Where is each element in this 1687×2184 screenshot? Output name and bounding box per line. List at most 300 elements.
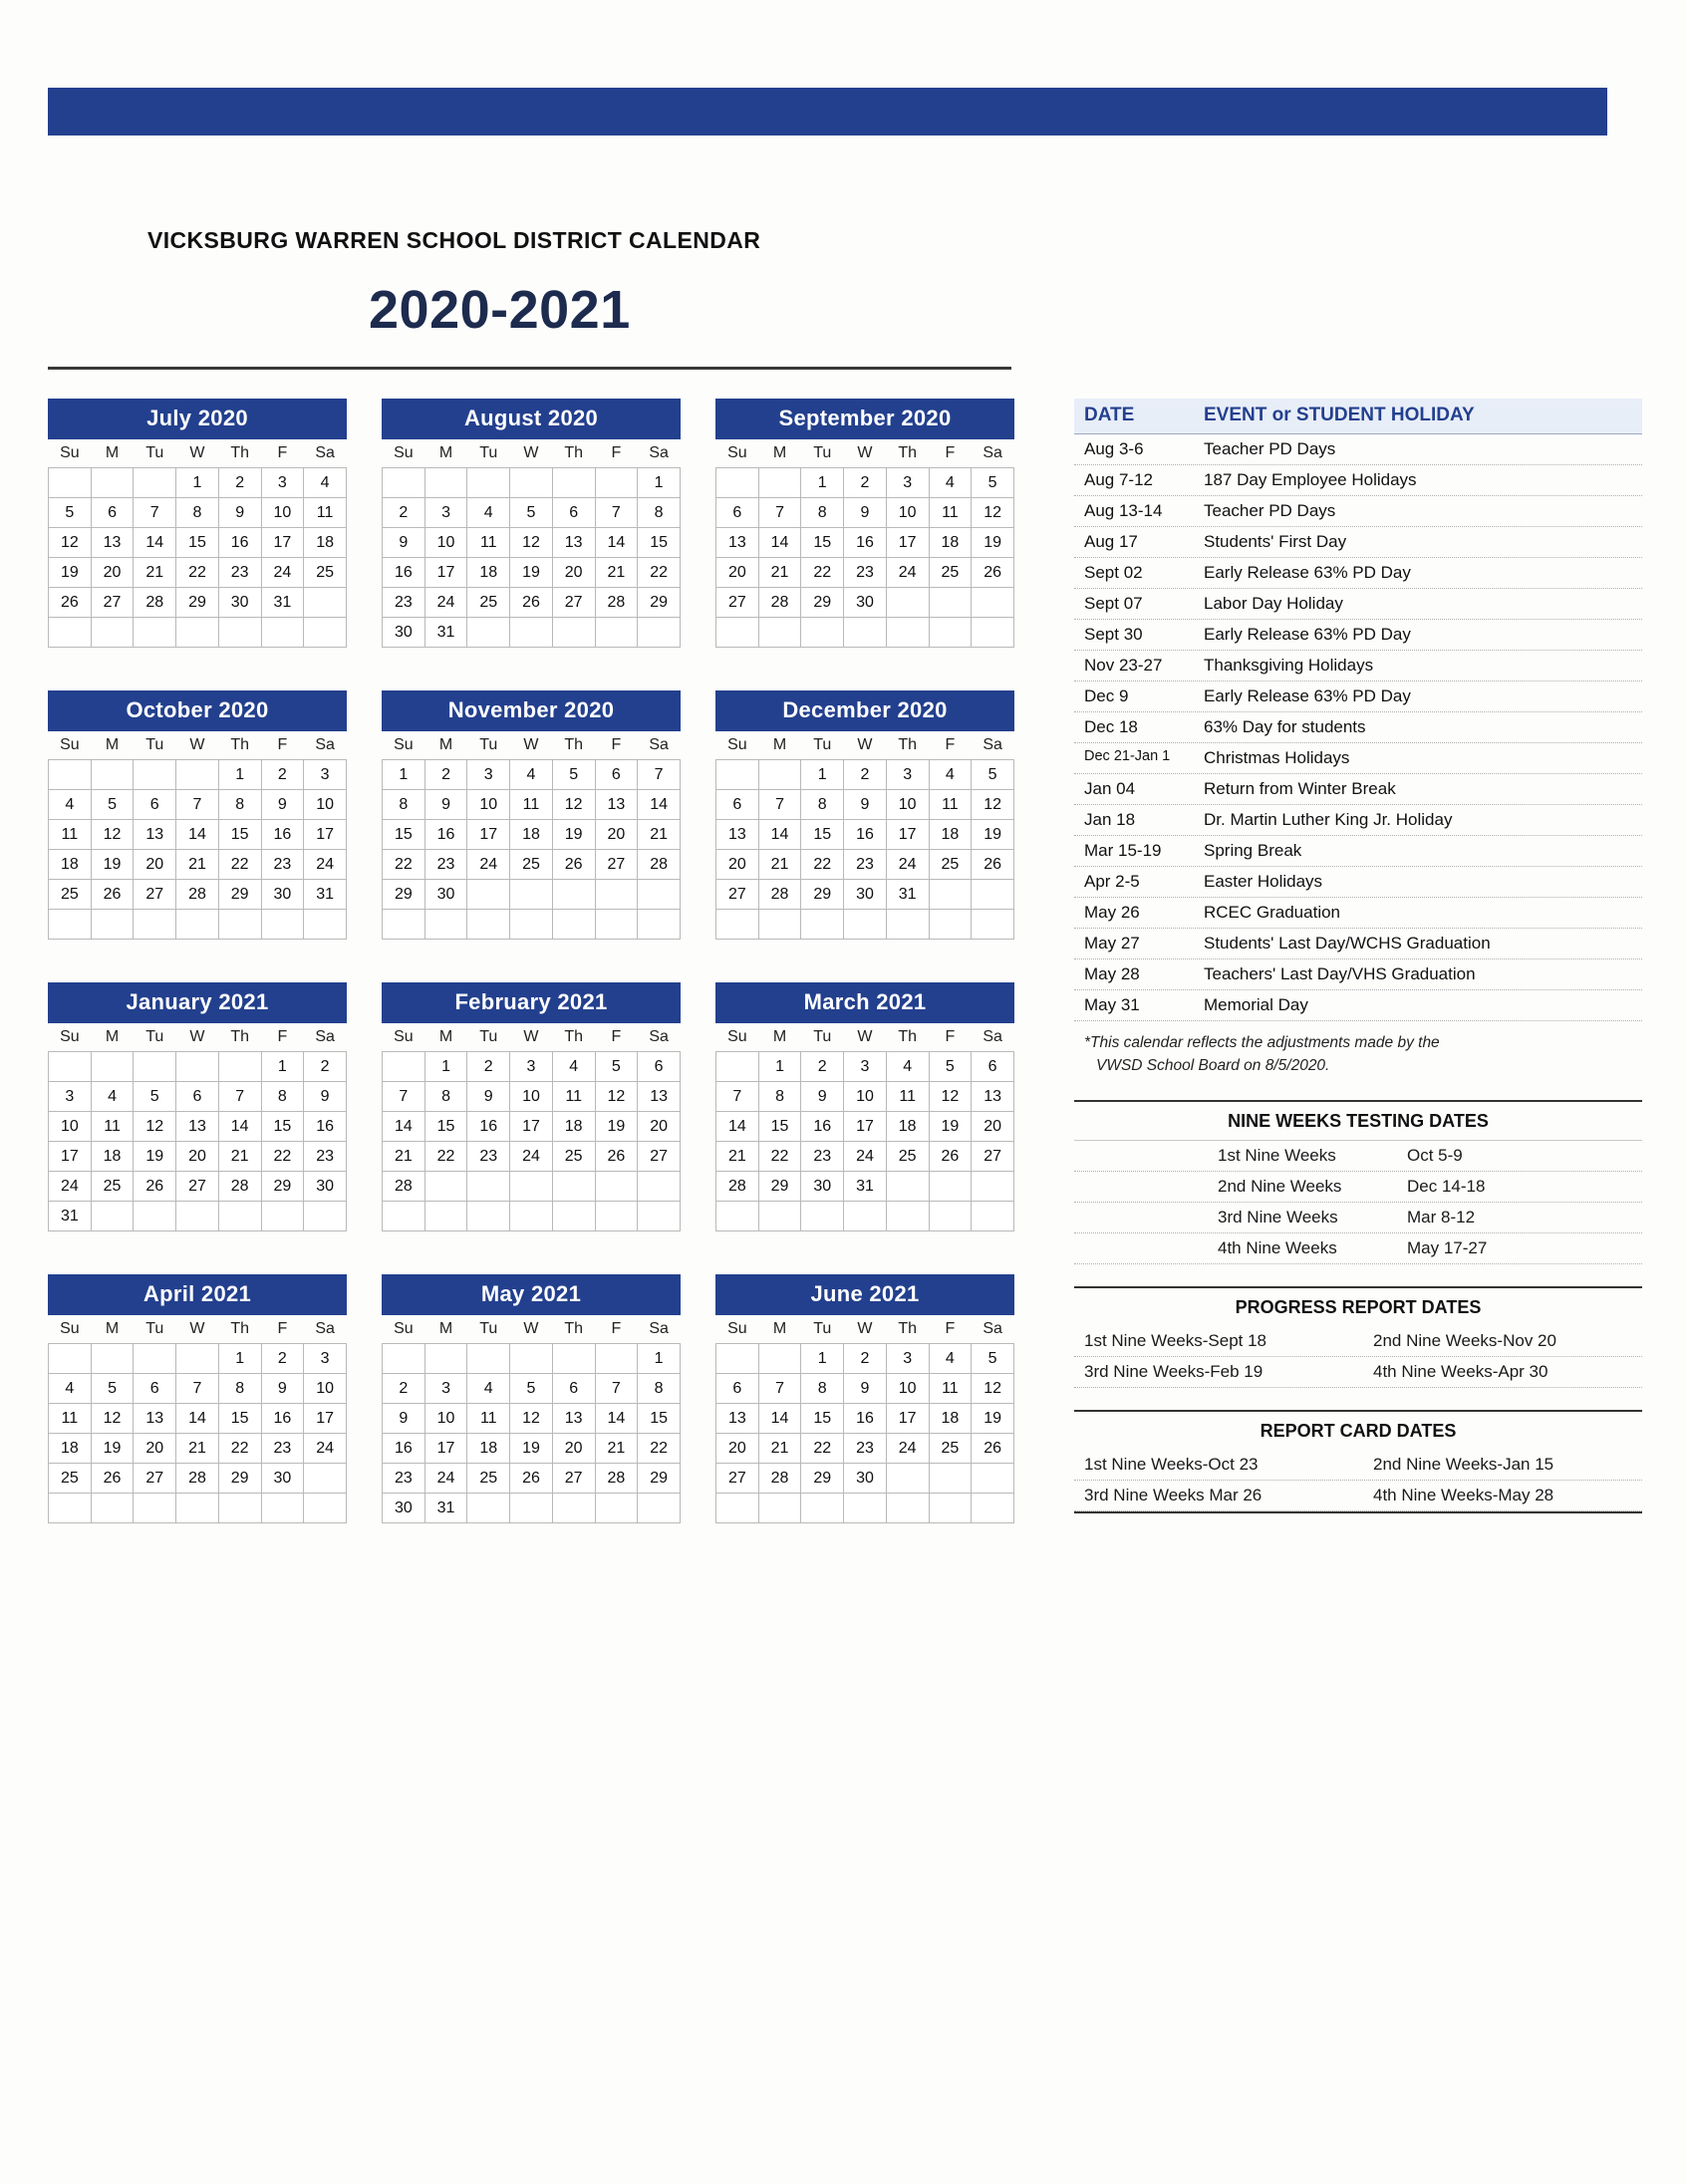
- testing-label: 3rd Nine Weeks: [1218, 1207, 1338, 1227]
- month-june-2021: [715, 1274, 1014, 1523]
- day-cell: 24: [510, 1142, 553, 1172]
- day-cell: [595, 880, 638, 910]
- day-cell: [972, 1202, 1014, 1231]
- month-february-2021: [382, 982, 681, 1231]
- event-description: Memorial Day: [1204, 995, 1308, 1014]
- day-cell: 14: [638, 790, 681, 820]
- day-cell: 16: [424, 820, 467, 850]
- day-cell: [716, 1202, 759, 1231]
- day-cell: 30: [304, 1172, 347, 1202]
- day-cell: 24: [304, 1434, 347, 1464]
- day-cell: 28: [134, 588, 176, 618]
- week-row: [49, 790, 347, 820]
- day-cell: [510, 468, 553, 498]
- day-cell: 25: [929, 850, 972, 880]
- day-cell: 18: [929, 1404, 972, 1434]
- month-title: July 2020: [48, 399, 347, 439]
- event-description: 63% Day for students: [1204, 717, 1366, 736]
- month-table: [382, 1315, 681, 1523]
- day-cell: 12: [134, 1112, 176, 1142]
- week-row: [383, 1172, 681, 1202]
- day-cell: 22: [424, 1142, 467, 1172]
- day-cell: 15: [638, 1404, 681, 1434]
- day-cell: 14: [218, 1112, 261, 1142]
- weekday-f: F: [277, 444, 288, 461]
- week-row: [383, 1494, 681, 1523]
- day-cell: 15: [801, 1404, 844, 1434]
- day-cell: 15: [218, 1404, 261, 1434]
- day-cell: [134, 910, 176, 940]
- day-cell: 8: [638, 498, 681, 528]
- weekday-f: F: [945, 736, 956, 753]
- weekday-m: M: [772, 1028, 787, 1045]
- day-cell: 13: [176, 1112, 219, 1142]
- day-cell: 7: [383, 1082, 425, 1112]
- day-cell: 19: [510, 1434, 553, 1464]
- day-cell: 31: [261, 588, 304, 618]
- day-cell: [176, 1202, 219, 1231]
- day-cell: 1: [801, 1344, 844, 1374]
- day-cell: 25: [49, 880, 92, 910]
- weekday-f: F: [277, 736, 288, 753]
- day-cell: 30: [424, 880, 467, 910]
- day-cell: [383, 1052, 425, 1082]
- day-cell: [929, 1172, 972, 1202]
- day-cell: 24: [886, 1434, 929, 1464]
- day-cell: [886, 1202, 929, 1231]
- day-cell: 27: [972, 1142, 1014, 1172]
- month-table: [382, 1023, 681, 1231]
- day-cell: 28: [595, 1464, 638, 1494]
- day-cell: 20: [716, 1434, 759, 1464]
- weekday-m: M: [438, 1320, 453, 1337]
- day-cell: 6: [716, 498, 759, 528]
- day-cell: 3: [844, 1052, 887, 1082]
- week-row: [49, 1082, 347, 1112]
- day-cell: 10: [261, 498, 304, 528]
- event-row: [1074, 929, 1642, 959]
- day-cell: 19: [552, 820, 595, 850]
- day-cell: 4: [886, 1052, 929, 1082]
- day-cell: 4: [929, 760, 972, 790]
- event-date: Dec 21-Jan 1: [1084, 748, 1171, 764]
- day-cell: 10: [844, 1082, 887, 1112]
- weekday-w: W: [857, 1320, 873, 1337]
- weekday-f: F: [611, 1320, 622, 1337]
- week-row: [716, 528, 1014, 558]
- day-cell: 24: [844, 1142, 887, 1172]
- event-date: Jan 04: [1084, 779, 1136, 798]
- day-cell: 7: [176, 1374, 219, 1404]
- week-row: [716, 1464, 1014, 1494]
- week-row: [49, 618, 347, 648]
- day-cell: [552, 1344, 595, 1374]
- day-cell: 15: [176, 528, 219, 558]
- weekday-th: Th: [564, 736, 583, 753]
- day-cell: 28: [176, 1464, 219, 1494]
- day-cell: [91, 1344, 134, 1374]
- day-cell: [886, 1464, 929, 1494]
- day-cell: 12: [972, 498, 1014, 528]
- week-row: [49, 498, 347, 528]
- day-cell: 21: [383, 1142, 425, 1172]
- week-row: [49, 1404, 347, 1434]
- progress-left: 1st Nine Weeks-Sept 18: [1084, 1330, 1266, 1350]
- day-cell: [595, 1202, 638, 1231]
- month-table: [382, 439, 681, 648]
- day-cell: 14: [134, 528, 176, 558]
- day-cell: 4: [304, 468, 347, 498]
- day-cell: [758, 468, 801, 498]
- day-cell: 1: [261, 1052, 304, 1082]
- day-cell: 3: [886, 1344, 929, 1374]
- day-cell: 17: [49, 1142, 92, 1172]
- event-row: [1074, 434, 1642, 465]
- month-title: January 2021: [48, 982, 347, 1023]
- testing-label: 2nd Nine Weeks: [1218, 1176, 1342, 1196]
- weekday-th: Th: [564, 444, 583, 461]
- event-date: Aug 7-12: [1084, 470, 1153, 489]
- week-row: [716, 1494, 1014, 1523]
- day-cell: 10: [510, 1082, 553, 1112]
- day-cell: [929, 1494, 972, 1523]
- day-cell: [638, 1494, 681, 1523]
- day-cell: 18: [49, 850, 92, 880]
- week-row: [716, 1434, 1014, 1464]
- day-cell: [638, 880, 681, 910]
- weekday-su: Su: [394, 1320, 414, 1337]
- day-cell: [716, 468, 759, 498]
- weekday-tu: Tu: [479, 444, 498, 461]
- day-cell: 28: [176, 880, 219, 910]
- event-date: May 31: [1084, 995, 1140, 1014]
- day-cell: 23: [261, 1434, 304, 1464]
- event-row: [1074, 527, 1642, 558]
- weekday-m: M: [105, 1320, 120, 1337]
- weekday-sa: Sa: [983, 1320, 1002, 1337]
- day-cell: 3: [886, 760, 929, 790]
- month-title: August 2020: [382, 399, 681, 439]
- report-card-row: [1074, 1450, 1642, 1481]
- day-cell: 7: [595, 498, 638, 528]
- day-cell: 27: [716, 880, 759, 910]
- day-cell: 6: [716, 1374, 759, 1404]
- report-card-title: REPORT CARD DATES: [1260, 1420, 1457, 1441]
- day-cell: 29: [638, 1464, 681, 1494]
- day-cell: 24: [467, 850, 510, 880]
- week-row: [716, 558, 1014, 588]
- event-description: Labor Day Holiday: [1204, 594, 1343, 613]
- event-date: Sept 30: [1084, 625, 1143, 644]
- week-row: [49, 1112, 347, 1142]
- day-cell: 11: [49, 820, 92, 850]
- weekday-th: Th: [230, 444, 249, 461]
- day-cell: 21: [758, 558, 801, 588]
- day-cell: 27: [134, 880, 176, 910]
- day-cell: [595, 1172, 638, 1202]
- weekday-su: Su: [727, 1320, 747, 1337]
- day-cell: 17: [424, 558, 467, 588]
- weekday-w: W: [189, 444, 205, 461]
- week-row: [49, 468, 347, 498]
- weekday-tu: Tu: [479, 736, 498, 753]
- event-date: Aug 3-6: [1084, 439, 1144, 458]
- testing-value: Dec 14-18: [1407, 1176, 1486, 1196]
- day-cell: 14: [595, 528, 638, 558]
- day-cell: 15: [261, 1112, 304, 1142]
- day-cell: [467, 910, 510, 940]
- day-cell: 21: [176, 850, 219, 880]
- day-cell: 31: [49, 1202, 92, 1231]
- day-cell: 29: [801, 1464, 844, 1494]
- day-cell: 30: [801, 1172, 844, 1202]
- day-cell: 15: [383, 820, 425, 850]
- day-cell: 4: [929, 1344, 972, 1374]
- day-cell: 11: [929, 498, 972, 528]
- weekday-tu: Tu: [813, 1028, 832, 1045]
- day-cell: 27: [134, 1464, 176, 1494]
- day-cell: 9: [844, 790, 887, 820]
- progress-row: [1074, 1357, 1642, 1388]
- day-cell: [304, 1494, 347, 1523]
- day-cell: 12: [510, 1404, 553, 1434]
- week-row: [49, 1052, 347, 1082]
- event-row: [1074, 743, 1642, 774]
- week-row: [716, 760, 1014, 790]
- week-row: [49, 558, 347, 588]
- month-title: March 2021: [715, 982, 1014, 1023]
- day-cell: 26: [510, 1464, 553, 1494]
- week-row: [383, 1082, 681, 1112]
- day-cell: [716, 1494, 759, 1523]
- event-date: Mar 15-19: [1084, 841, 1162, 860]
- day-cell: 13: [716, 528, 759, 558]
- day-cell: 4: [467, 1374, 510, 1404]
- month-december-2020: [715, 690, 1014, 940]
- month-title: September 2020: [715, 399, 1014, 439]
- day-cell: [844, 618, 887, 648]
- day-cell: 19: [91, 850, 134, 880]
- weekday-su: Su: [727, 736, 747, 753]
- weekday-tu: Tu: [813, 1320, 832, 1337]
- event-date: Jan 18: [1084, 810, 1136, 829]
- day-cell: 18: [552, 1112, 595, 1142]
- day-cell: 16: [467, 1112, 510, 1142]
- month-table: [715, 439, 1014, 648]
- day-cell: 18: [467, 558, 510, 588]
- day-cell: 23: [424, 850, 467, 880]
- event-row: [1074, 682, 1642, 712]
- day-cell: 30: [844, 880, 887, 910]
- event-description: Easter Holidays: [1204, 872, 1323, 891]
- day-cell: [91, 760, 134, 790]
- day-cell: 26: [972, 1434, 1014, 1464]
- day-cell: [716, 1344, 759, 1374]
- day-cell: 7: [758, 498, 801, 528]
- day-cell: 13: [595, 790, 638, 820]
- day-cell: 4: [929, 468, 972, 498]
- day-cell: [176, 1052, 219, 1082]
- day-cell: 18: [304, 528, 347, 558]
- event-row: [1074, 959, 1642, 990]
- week-row: [716, 880, 1014, 910]
- month-april-2021: [48, 1274, 347, 1523]
- day-cell: 28: [638, 850, 681, 880]
- day-cell: [595, 1494, 638, 1523]
- day-cell: 9: [467, 1082, 510, 1112]
- week-row: [383, 498, 681, 528]
- day-cell: 26: [49, 588, 92, 618]
- week-row: [383, 1142, 681, 1172]
- day-cell: 27: [176, 1172, 219, 1202]
- weekday-m: M: [105, 1028, 120, 1045]
- day-cell: [972, 1172, 1014, 1202]
- month-table: [48, 1315, 347, 1523]
- day-cell: 20: [716, 558, 759, 588]
- event-date: Aug 17: [1084, 532, 1138, 551]
- event-date: May 27: [1084, 934, 1140, 953]
- day-cell: 23: [218, 558, 261, 588]
- week-row: [716, 1202, 1014, 1231]
- day-cell: 19: [972, 528, 1014, 558]
- event-description: Dr. Martin Luther King Jr. Holiday: [1204, 810, 1453, 829]
- day-cell: [510, 618, 553, 648]
- month-title: June 2021: [715, 1274, 1014, 1315]
- months-grid: [48, 399, 1044, 1566]
- day-cell: 22: [638, 1434, 681, 1464]
- day-cell: 6: [972, 1052, 1014, 1082]
- event-description: Early Release 63% PD Day: [1204, 625, 1411, 644]
- day-cell: 13: [716, 1404, 759, 1434]
- day-cell: 25: [929, 1434, 972, 1464]
- weekday-sa: Sa: [315, 444, 335, 461]
- event-description: Students' Last Day/WCHS Graduation: [1204, 934, 1491, 953]
- month-table: [715, 1023, 1014, 1231]
- event-description: Early Release 63% PD Day: [1204, 563, 1411, 582]
- day-cell: [886, 618, 929, 648]
- day-cell: 24: [261, 558, 304, 588]
- event-date: Apr 2-5: [1084, 872, 1140, 891]
- day-cell: 24: [49, 1172, 92, 1202]
- testing-row: [1074, 1233, 1642, 1264]
- day-cell: 23: [304, 1142, 347, 1172]
- day-cell: 21: [134, 558, 176, 588]
- week-row: [49, 1434, 347, 1464]
- event-description: Christmas Holidays: [1204, 748, 1350, 767]
- day-cell: 16: [844, 528, 887, 558]
- week-row: [716, 1374, 1014, 1404]
- day-cell: [218, 1202, 261, 1231]
- day-cell: 8: [218, 1374, 261, 1404]
- day-cell: 25: [304, 558, 347, 588]
- day-cell: 1: [758, 1052, 801, 1082]
- week-row: [716, 498, 1014, 528]
- day-cell: [972, 618, 1014, 648]
- week-row: [49, 1374, 347, 1404]
- day-cell: 25: [510, 850, 553, 880]
- day-cell: 12: [91, 820, 134, 850]
- day-cell: 13: [134, 1404, 176, 1434]
- day-cell: 27: [716, 1464, 759, 1494]
- weekday-m: M: [772, 736, 787, 753]
- testing-dates-section: [1074, 1100, 1642, 1264]
- day-cell: [304, 588, 347, 618]
- day-cell: 3: [304, 1344, 347, 1374]
- day-cell: 28: [595, 588, 638, 618]
- day-cell: 26: [595, 1142, 638, 1172]
- day-cell: 22: [383, 850, 425, 880]
- day-cell: 8: [383, 790, 425, 820]
- day-cell: 5: [49, 498, 92, 528]
- day-cell: 31: [424, 618, 467, 648]
- day-cell: 2: [383, 498, 425, 528]
- event-date: Dec 18: [1084, 717, 1138, 736]
- weekday-tu: Tu: [145, 444, 164, 461]
- day-cell: 21: [758, 1434, 801, 1464]
- day-cell: 13: [638, 1082, 681, 1112]
- day-cell: [758, 1344, 801, 1374]
- day-cell: 22: [801, 1434, 844, 1464]
- day-cell: [886, 588, 929, 618]
- weekday-w: W: [189, 1320, 205, 1337]
- day-cell: 6: [134, 790, 176, 820]
- day-cell: [383, 1202, 425, 1231]
- day-cell: 1: [383, 760, 425, 790]
- day-cell: 10: [304, 790, 347, 820]
- event-description: Teacher PD Days: [1204, 439, 1336, 458]
- week-row: [716, 618, 1014, 648]
- day-cell: 18: [929, 528, 972, 558]
- day-cell: [801, 1202, 844, 1231]
- report-card-left: 3rd Nine Weeks Mar 26: [1084, 1485, 1263, 1504]
- day-cell: 6: [552, 498, 595, 528]
- weekday-sa: Sa: [983, 1028, 1002, 1045]
- day-cell: [467, 1344, 510, 1374]
- weekday-w: W: [857, 444, 873, 461]
- day-cell: 6: [134, 1374, 176, 1404]
- day-cell: 11: [467, 1404, 510, 1434]
- day-cell: 27: [716, 588, 759, 618]
- event-description: Early Release 63% PD Day: [1204, 686, 1411, 705]
- weekday-w: W: [523, 736, 539, 753]
- day-cell: 22: [638, 558, 681, 588]
- day-cell: 3: [424, 498, 467, 528]
- day-cell: [424, 468, 467, 498]
- event-row: [1074, 465, 1642, 496]
- day-cell: 6: [716, 790, 759, 820]
- day-cell: 25: [552, 1142, 595, 1172]
- day-cell: [467, 1172, 510, 1202]
- day-cell: 3: [510, 1052, 553, 1082]
- day-cell: [758, 1202, 801, 1231]
- day-cell: [972, 1464, 1014, 1494]
- event-row: [1074, 867, 1642, 898]
- day-cell: [844, 910, 887, 940]
- weekday-sa: Sa: [983, 736, 1002, 753]
- day-cell: 13: [716, 820, 759, 850]
- day-cell: [552, 910, 595, 940]
- day-cell: 24: [424, 1464, 467, 1494]
- weekday-f: F: [945, 1028, 956, 1045]
- day-cell: 2: [801, 1052, 844, 1082]
- weekday-m: M: [772, 1320, 787, 1337]
- day-cell: 11: [510, 790, 553, 820]
- day-cell: 18: [929, 820, 972, 850]
- day-cell: 8: [218, 790, 261, 820]
- day-cell: [91, 468, 134, 498]
- day-cell: 30: [844, 588, 887, 618]
- day-cell: 7: [218, 1082, 261, 1112]
